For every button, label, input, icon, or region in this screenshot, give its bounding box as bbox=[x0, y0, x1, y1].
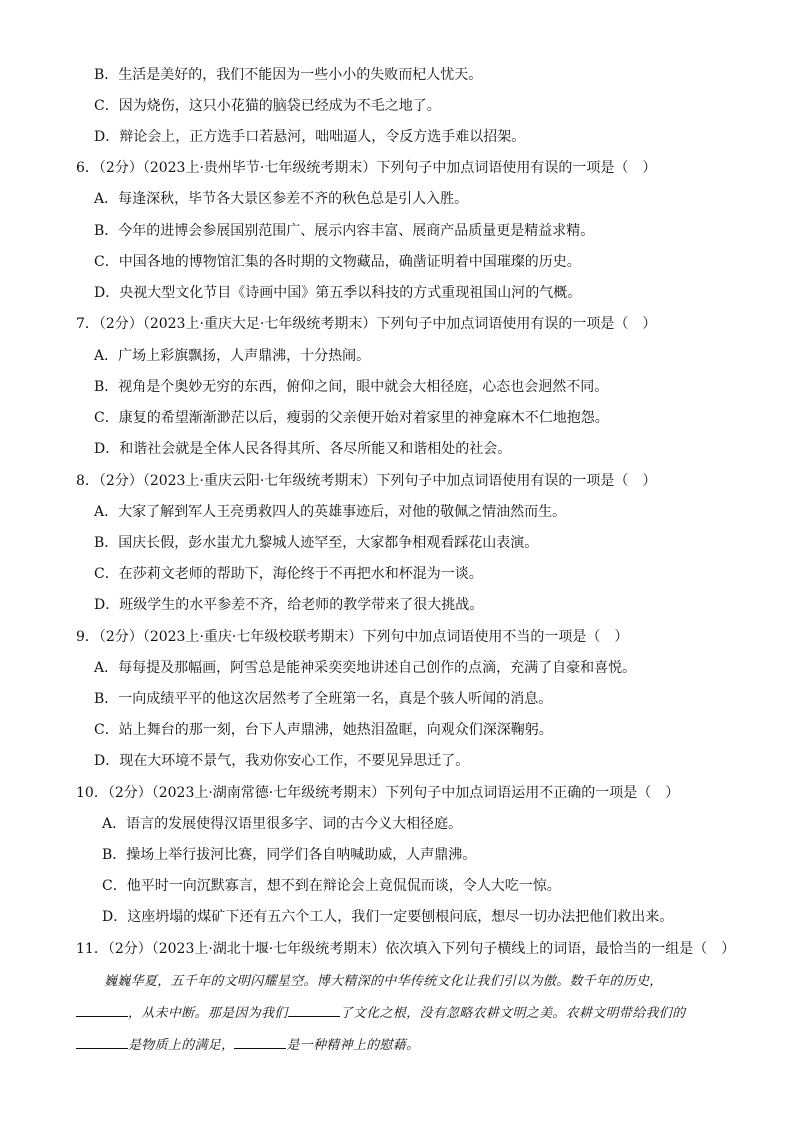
fill-blank-2[interactable] bbox=[288, 1004, 340, 1017]
passage-line-3-part-1: 是物质上的满足， bbox=[128, 1038, 235, 1053]
question-9-option-b: B．一向成绩平平的他这次居然考了全班第一名，真是个骇人听闻的消息。 bbox=[94, 691, 553, 707]
question-10-option-c: C．他平时一向沉默寡言，想不到在辩论会上竟侃侃而谈，令人大吃一惊。 bbox=[102, 878, 561, 894]
question-6-stem: 6．（2分）（2023上·贵州毕节·七年级统考期末）下列句子中加点词语使用有误的一项是（ ） bbox=[76, 160, 657, 176]
question-8-stem: 8．（2分）（2023上·重庆云阳·七年级统考期末）下列句子中加点词语使用有误的一项是（ ） bbox=[76, 473, 657, 489]
question-8-option-a: A．大家了解到军人王亮勇救四人的英雄事迹后，对他的敬佩之情油然而生。 bbox=[94, 504, 567, 520]
fill-blank-4[interactable] bbox=[234, 1036, 286, 1049]
q5-option-d: D．辩论会上，正方选手口若悬河，咄咄逼人，令反方选手难以招架。 bbox=[94, 129, 526, 145]
passage-line-1: 巍巍华夏，五千年的文明闪耀星空。博大精深的中华传统文化让我们引以为傲。数千年的历史， bbox=[104, 974, 663, 989]
question-8-option-c: C．在莎莉文老师的帮助下，海伦终于不再把水和杯混为一谈。 bbox=[94, 566, 483, 582]
question-9-option-d: D．现在大环境不景气，我劝你安心工作，不要见异思迁了。 bbox=[94, 753, 470, 769]
question-9-option-a: A．每每提及那幅画，阿雪总是能神采奕奕地讲述自己创作的点滴，充满了自豪和喜悦。 bbox=[94, 660, 637, 676]
question-10-option-d: D．这座坍塌的煤矿下还有五六个工人，我们一定要刨根问底，想尽一切办法把他们救出来。 bbox=[102, 909, 674, 925]
question-7-option-b: B．视角是个奥妙无穷的东西，俯仰之间，眼中就会大相径庭，心态也会迥然不同。 bbox=[94, 379, 609, 395]
passage-line-2-part-1: ，从未中断。那是因为我们 bbox=[128, 1006, 288, 1021]
question-10-option-a: A．语言的发展使得汉语里很多字、词的古今义大相径庭。 bbox=[102, 816, 463, 832]
q5-option-b: B．生活是美好的，我们不能因为一些小小的失败而杞人忧天。 bbox=[94, 67, 483, 83]
question-6-option-a: A．每逢深秋，毕节各大景区参差不齐的秋色总是引人入胜。 bbox=[94, 191, 469, 207]
question-7-stem: 7．（2分）（2023上·重庆大足·七年级统考期末）下列句子中加点词语使用有误的一项是（ ） bbox=[76, 316, 657, 332]
question-10-option-b: B．操场上举行拔河比赛，同学们各自呐喊助威，人声鼎沸。 bbox=[102, 847, 477, 863]
q5-option-c: C．因为烧伤，这只小花猫的脑袋已经成为不毛之地了。 bbox=[94, 98, 441, 114]
question-9-stem: 9．（2分）（2023上·重庆·七年级校联考期末）下列句中加点词语使用不当的一项是（ ） bbox=[76, 629, 629, 645]
question-8-option-b: B．国庆长假，彭水蚩尤九黎城人迹罕至，大家都争相观看踩花山表演。 bbox=[94, 535, 539, 551]
question-10-stem: 10．（2分）（2023上·湖南常德·七年级统考期末）下列句子中加点词语运用不正确的一项是（ ） bbox=[76, 785, 680, 801]
passage-line-2-part-2: 了文化之根，没有忽略农耕文明之美。农耕文明带给我们的 bbox=[339, 1006, 686, 1021]
question-7-option-d: D．和谐社会就是全体人民各得其所、各尽所能又和谐相处的社会。 bbox=[94, 441, 512, 457]
passage-line-3-part-2: 是一种精神上的慰藉。 bbox=[286, 1038, 420, 1053]
fill-blank-1[interactable] bbox=[76, 1004, 128, 1017]
question-8-option-d: D．班级学生的水平参差不齐，给老师的教学带来了很大挑战。 bbox=[94, 597, 484, 613]
question-11-stem: 11．（2分）（2023上·湖北十堰·七年级统考期末）依次填入下列句子横线上的词语，最恰当的一组是（ ） bbox=[76, 941, 736, 957]
question-6-option-b: B．今年的进博会参展国别范围广、展示内容丰富、展商产品质量更是精益求精。 bbox=[94, 223, 595, 239]
question-7-option-c: C．康复的希望渐渐渺茫以后，瘦弱的父亲便开始对着家里的神龛麻木不仁地抱怨。 bbox=[94, 410, 609, 426]
passage-line-3 bbox=[76, 1036, 419, 1055]
question-7-option-a: A．广场上彩旗飘扬，人声鼎沸，十分热闹。 bbox=[94, 348, 371, 364]
passage-line-2 bbox=[76, 1004, 685, 1023]
fill-blank-3[interactable] bbox=[76, 1036, 128, 1049]
question-6-option-d: D．央视大型文化节目《诗画中国》第五季以科技的方式重现祖国山河的气概。 bbox=[94, 285, 582, 301]
question-6-option-c: C．中国各地的博物馆汇集的各时期的文物藏品，确凿证明着中国璀璨的历史。 bbox=[94, 254, 581, 270]
question-9-option-c: C．站上舞台的那一刻，台下人声鼎沸，她热泪盈眶，向观众们深深鞠躬。 bbox=[94, 722, 553, 738]
